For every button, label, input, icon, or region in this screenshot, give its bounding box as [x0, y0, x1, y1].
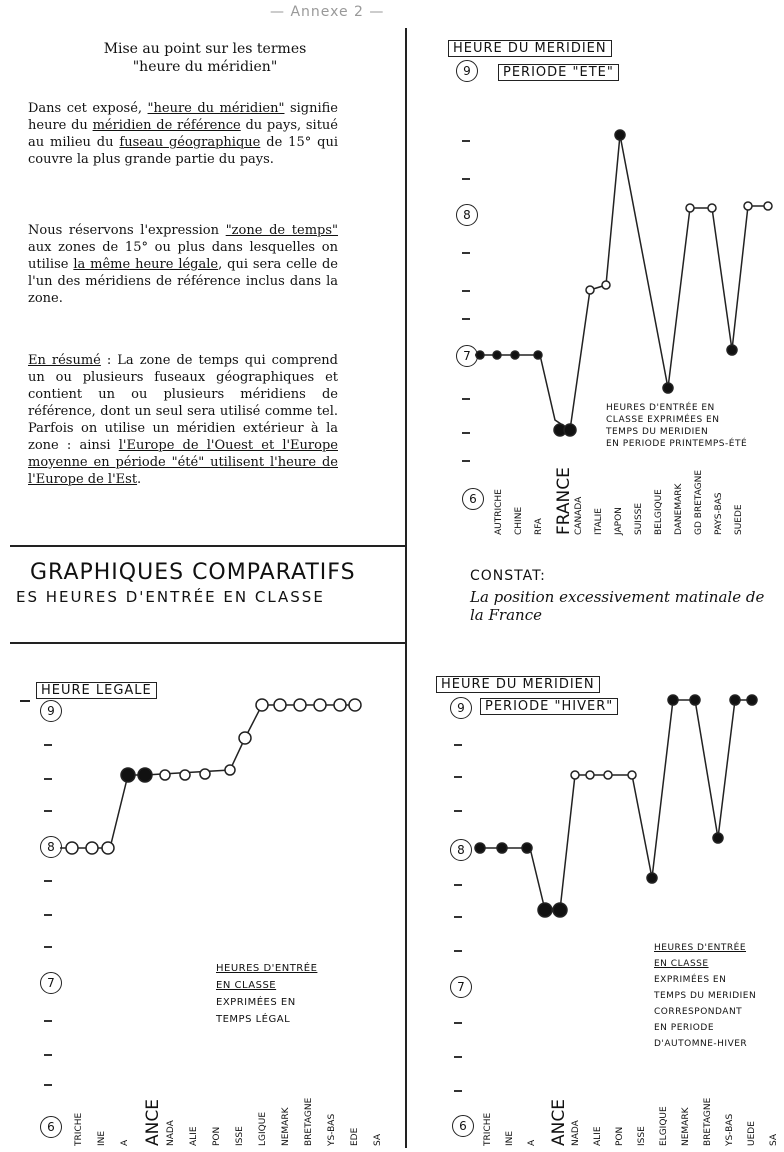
note-line: CLASSE EXPRIMÉES EN	[606, 415, 720, 425]
chain-bead	[713, 833, 723, 843]
chain-bead	[690, 695, 700, 705]
country-label: ISSE	[235, 1126, 245, 1146]
underlined-term: "heure du méridien"	[147, 101, 285, 116]
country-label: NADA	[166, 1120, 176, 1146]
note-line: D'AUTOMNE-HIVER	[654, 1039, 748, 1049]
country-label: NEMARK	[281, 1107, 291, 1146]
chart-hiver-chain	[475, 695, 757, 917]
country-label: A	[120, 1139, 130, 1146]
country-label: TRICHE	[74, 1112, 84, 1146]
constat-label: CONSTAT:	[470, 568, 546, 584]
country-label: CHINE	[514, 506, 524, 535]
country-label: NADA	[571, 1120, 581, 1146]
country-label: A	[527, 1139, 537, 1146]
text: de 15° qui couvre la plus grande partie du pays.	[28, 135, 338, 167]
country-label: ANCE	[143, 1099, 163, 1146]
country-label: BRETAGNE	[304, 1097, 314, 1146]
chart-hiver-axis-label-8: 8	[450, 839, 472, 861]
chart-hiver-axis-label-7: 7	[450, 976, 472, 998]
chain-bead	[497, 843, 507, 853]
chain-bead	[663, 383, 673, 393]
chain-bead	[86, 842, 98, 854]
note-line: EN CLASSE	[654, 959, 709, 969]
chain-bead	[160, 770, 170, 780]
chain-bead	[764, 202, 772, 210]
chain-bead	[66, 842, 78, 854]
note-line: EN CLASSE	[216, 980, 277, 991]
header-scribble: — Annexe 2 —	[270, 4, 385, 20]
country-label: ALIE	[593, 1126, 603, 1146]
chain-line	[475, 135, 768, 430]
country-label: SA	[769, 1133, 779, 1146]
chain-bead	[239, 732, 251, 744]
chart-ete-axis-label-6: 6	[462, 488, 484, 510]
country-label: GD BRETAGNE	[694, 469, 704, 535]
text: signifie heure du	[28, 101, 339, 133]
note-line: TEMPS LÉGAL	[216, 1014, 291, 1025]
country-label: BRETAGNE	[703, 1097, 713, 1146]
graphs-title: GRAPHIQUES COMPARATIFS	[30, 560, 356, 585]
chain-bead	[102, 842, 114, 854]
underlined-term: fuseau géographique	[119, 135, 261, 150]
country-label: ELGIQUE	[659, 1106, 669, 1146]
underlined-term: la même heure légale	[73, 257, 219, 272]
note-line: HEURES D'ENTRÉE	[216, 963, 318, 974]
country-label: PAYS-BAS	[714, 492, 724, 535]
note-line: TEMPS DU MERIDIEN	[654, 991, 757, 1001]
country-label: LGIQUE	[258, 1111, 268, 1146]
chain-bead	[604, 771, 612, 779]
country-label: ITALIE	[594, 508, 604, 535]
chart-hiver-axis-label-9: 9	[450, 697, 472, 719]
note-line: EN PERIODE	[654, 1023, 715, 1033]
note-line: EXPRIMÉES EN	[216, 997, 296, 1008]
chain-bead	[686, 204, 694, 212]
chain-bead	[476, 351, 484, 359]
intro-title-line1: Mise au point sur les termes	[103, 41, 307, 57]
text: du pays, situé au milieu du	[28, 118, 339, 150]
chart-ete-subtitle: PERIODE "ETE"	[498, 64, 619, 81]
chain-bead	[564, 424, 576, 436]
note-line: HEURES D'ENTRÉE EN	[606, 403, 715, 413]
chain-bead	[602, 281, 610, 289]
chain-line	[478, 700, 752, 910]
chain-bead	[334, 699, 346, 711]
country-label: YS-BAS	[327, 1113, 337, 1146]
country-label: NEMARK	[681, 1107, 691, 1146]
underlined-term: En résumé	[28, 353, 101, 368]
chain-bead	[121, 768, 135, 782]
country-label: UEDE	[747, 1121, 757, 1146]
country-label: AUTRICHE	[494, 489, 504, 535]
chain-bead	[747, 695, 757, 705]
country-label: JAPON	[614, 507, 624, 535]
chart-hiver-title: HEURE DU MERIDIEN	[436, 676, 600, 693]
country-label: PON	[212, 1126, 222, 1146]
chart-legale-axis-label-7: 7	[40, 972, 62, 994]
chain-bead	[586, 771, 594, 779]
country-label: CANADA	[574, 496, 584, 535]
chart-ete-title: HEURE DU MERIDIEN	[448, 40, 612, 57]
chain-bead	[314, 699, 326, 711]
chain-bead	[708, 204, 716, 212]
chart-legale-axis-label-6: 6	[40, 1116, 62, 1138]
intro-title-line2: "heure du méridien"	[132, 59, 278, 75]
chart-legale-chain	[60, 699, 361, 854]
underlined-term: "zone de temps"	[225, 223, 339, 238]
chain-bead	[538, 903, 552, 917]
text: : La zone de temps qui comprend un ou plusieurs fuseaux géographiques et contient un ou plusieurs méridiens de référence, dont un seul sera utilisé comme tel. Parfois on utilise un méridien extérieur à la zone : ainsi	[28, 353, 338, 453]
chain-bead	[744, 202, 752, 210]
chain-bead	[534, 351, 542, 359]
country-label: FRANCE	[554, 467, 574, 535]
graphs-subtitle: ES HEURES D'ENTRÉE EN CLASSE	[16, 588, 325, 606]
chart-ete-chain	[475, 130, 772, 436]
country-label: EDE	[350, 1127, 360, 1146]
note-line: EXPRIMÉES EN	[654, 975, 727, 985]
text: Nous réservons l'expression	[28, 223, 226, 238]
chain-bead	[553, 903, 567, 917]
chart-legale-axis-label-9: 9	[40, 700, 62, 722]
country-label: INE	[97, 1130, 107, 1146]
country-label: YS-BAS	[725, 1113, 735, 1146]
text: .	[137, 472, 142, 487]
country-label: SA	[373, 1133, 383, 1146]
country-label: PON	[615, 1126, 625, 1146]
chain-bead	[647, 873, 657, 883]
chain-bead	[475, 843, 485, 853]
chain-bead	[586, 286, 594, 294]
chart-ete-axis-label-9: 9	[456, 60, 478, 82]
note-line: TEMPS DU MERIDIEN	[606, 427, 709, 437]
chain-bead	[256, 699, 268, 711]
chain-bead	[225, 765, 235, 775]
country-label: SUEDE	[734, 504, 744, 535]
text: , qui sera celle de l'un des méridiens de référence inclus dans la zone.	[28, 257, 339, 306]
chart-legale-title: HEURE LEGALE	[36, 682, 157, 699]
chain-bead	[615, 130, 625, 140]
note-line: EN PERIODE PRINTEMPS-ÉTÉ	[606, 439, 748, 449]
text: aux zones de 15° ou plus dans lesquelles on utilise	[28, 240, 338, 272]
chart-hiver-axis-label-6: 6	[452, 1115, 474, 1137]
note-line: HEURES D'ENTRÉE	[654, 943, 747, 953]
chart-hiver-subtitle: PERIODE "HIVER"	[480, 698, 618, 715]
country-label: ISSE	[637, 1126, 647, 1146]
chain-bead	[511, 351, 519, 359]
chain-bead	[522, 843, 532, 853]
underlined-term: méridien de référence	[92, 118, 241, 133]
country-label: ANCE	[549, 1099, 569, 1146]
chart-ete-axis-label-7: 7	[456, 345, 478, 367]
chain-bead	[727, 345, 737, 355]
chain-bead	[730, 695, 740, 705]
country-label: RFA	[534, 518, 544, 535]
chain-bead	[274, 699, 286, 711]
country-label: TRICHE	[483, 1112, 493, 1146]
country-label: BELGIQUE	[654, 489, 664, 535]
country-label: DANEMARK	[674, 483, 684, 535]
chain-bead	[138, 768, 152, 782]
chain-bead	[294, 699, 306, 711]
underlined-term: l'Europe de l'Ouest et l'Europe moyenne en période "été" utilisent l'heure de l'Europe de l'Est	[28, 438, 338, 487]
chain-bead	[200, 769, 210, 779]
country-label: SUISSE	[634, 502, 644, 535]
country-label: ALIE	[189, 1126, 199, 1146]
constat-text: La position excessivement matinale de la France	[470, 588, 765, 624]
chain-bead	[668, 695, 678, 705]
chain-bead	[349, 699, 361, 711]
chain-bead	[628, 771, 636, 779]
note-line: CORRESPONDANT	[654, 1007, 743, 1017]
chain-bead	[180, 770, 190, 780]
chart-ete-axis-label-8: 8	[456, 204, 478, 226]
text: Dans cet exposé,	[28, 101, 148, 116]
country-label: INE	[505, 1130, 515, 1146]
chain-bead	[571, 771, 579, 779]
chart-legale-axis-label-8: 8	[40, 836, 62, 858]
chain-bead	[493, 351, 501, 359]
